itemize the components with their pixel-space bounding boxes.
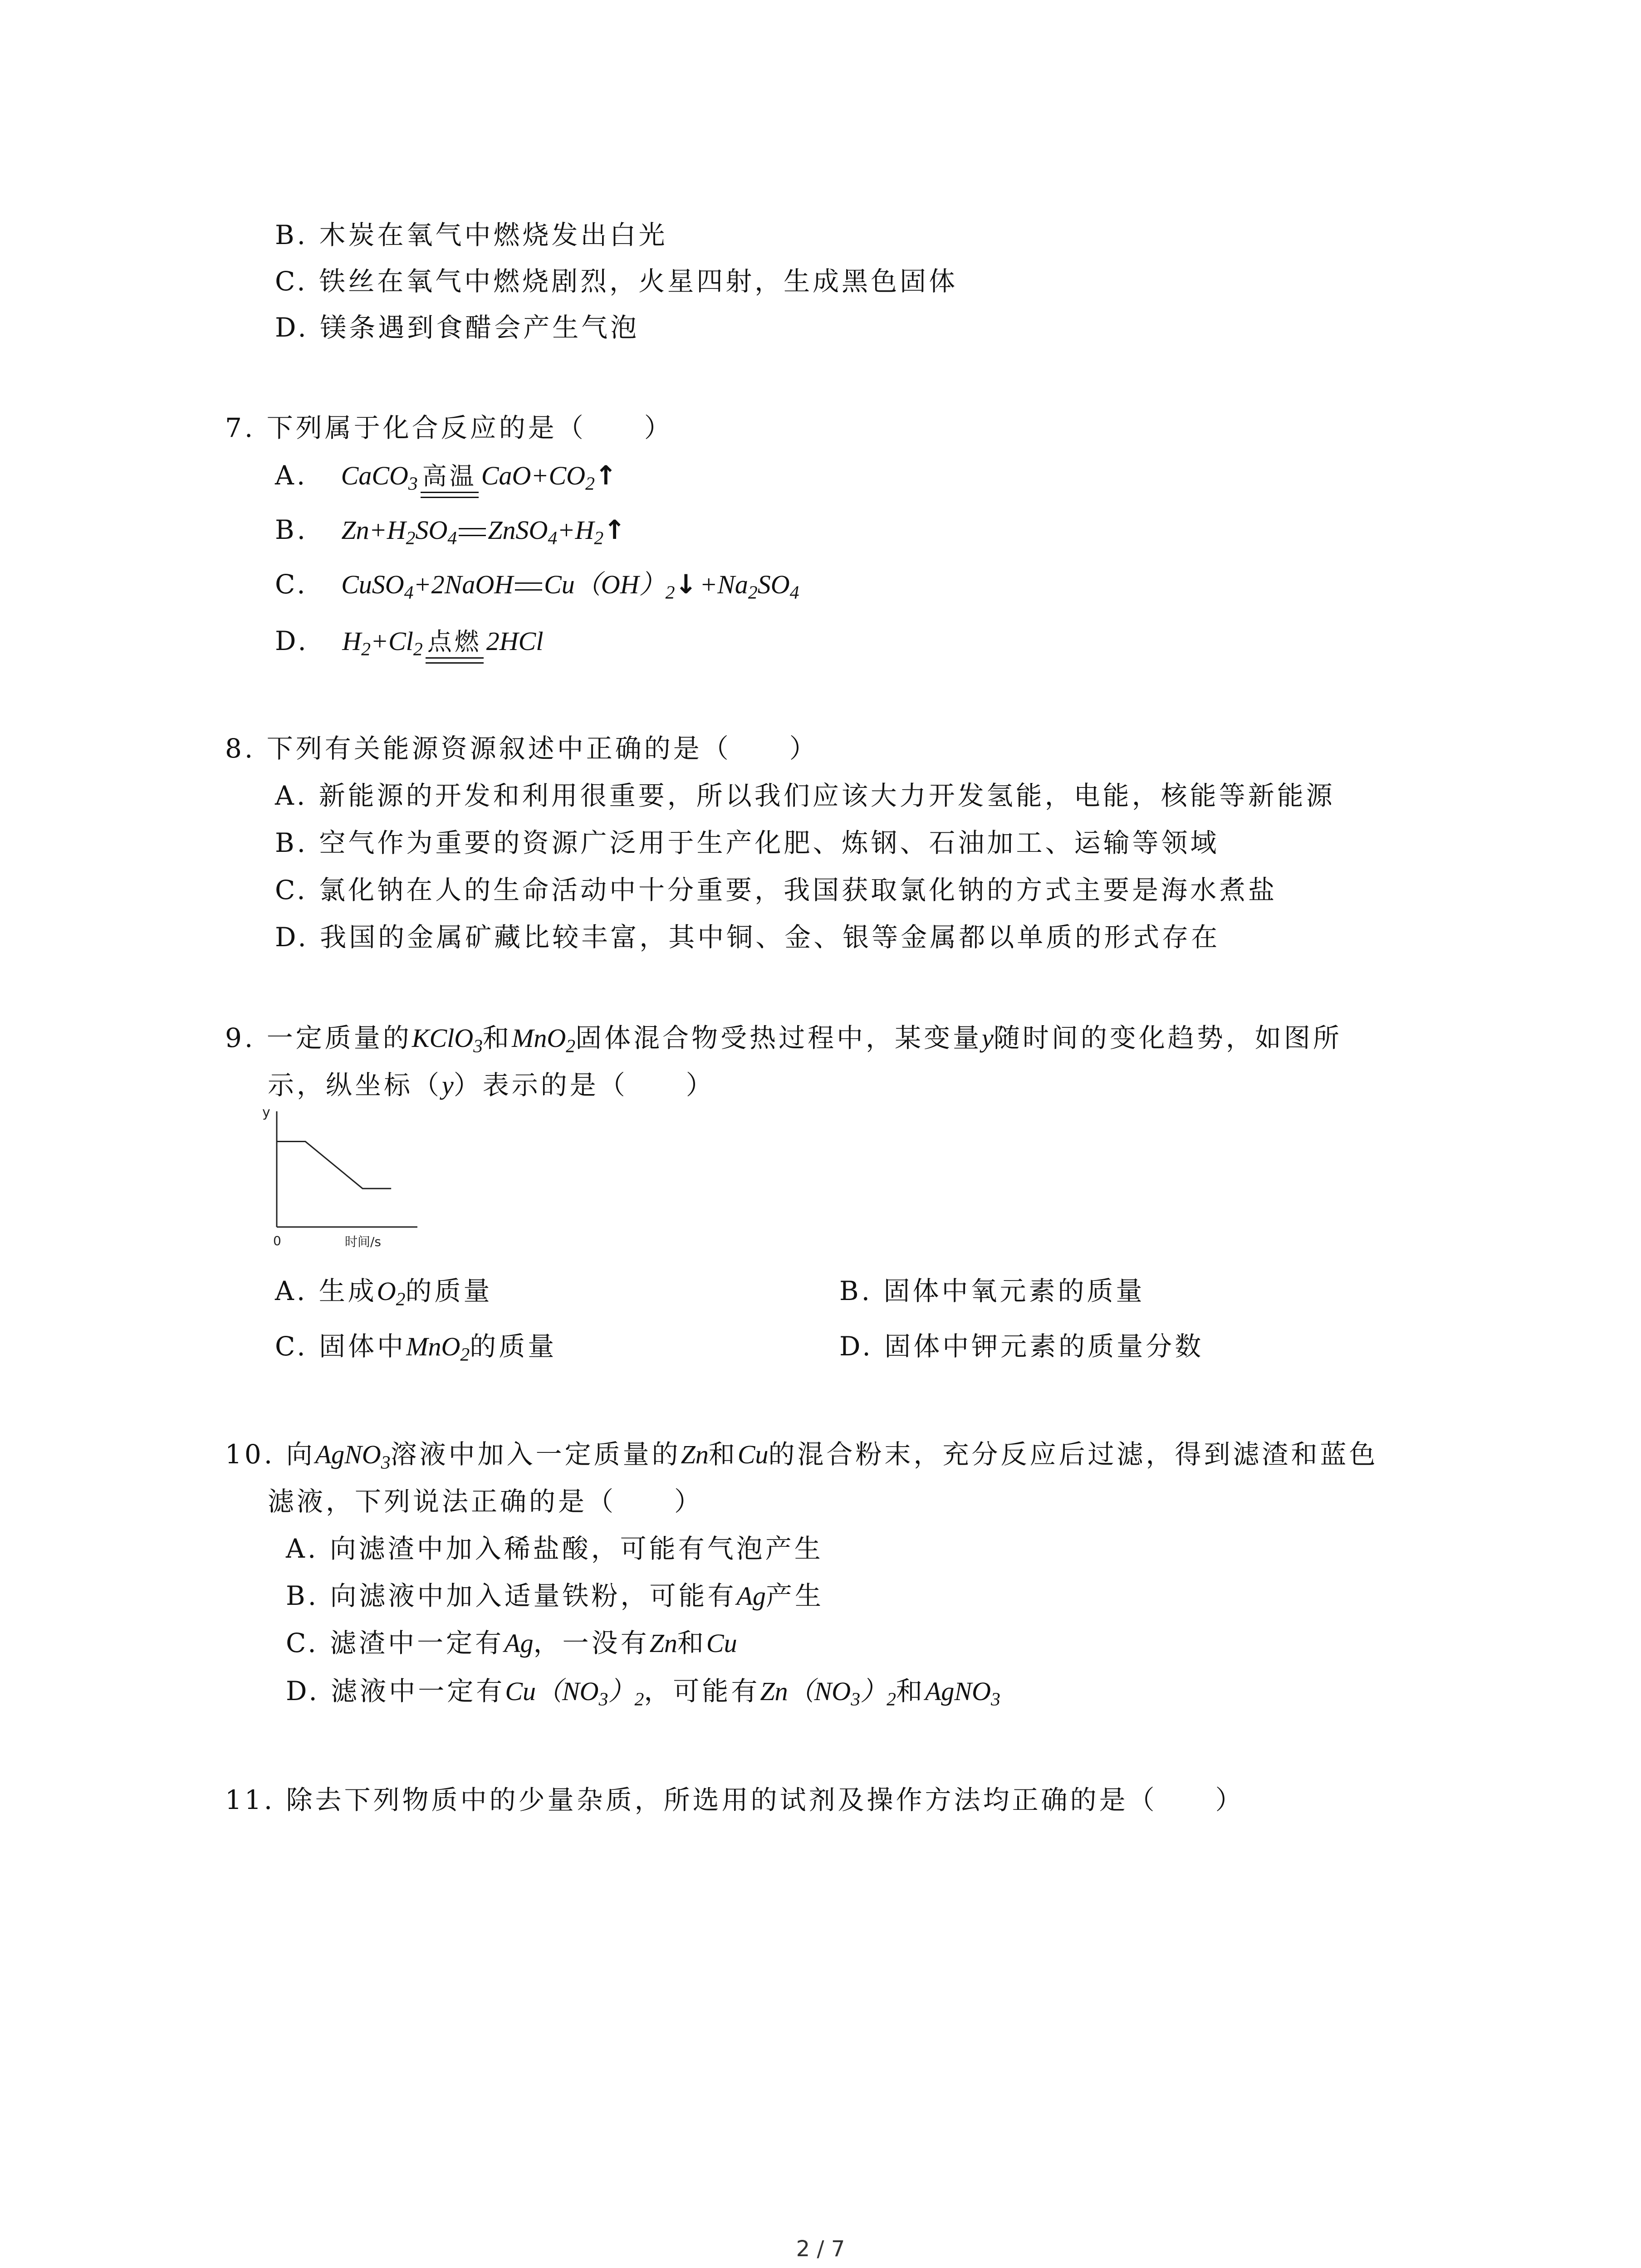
q11-stem: 11. 除去下列物质中的少量杂质，所选用的试剂及操作方法均正确的是（ ） [225,1784,1244,1815]
q6-option-b: B. 木炭在氧气中燃烧发出白光 [275,220,668,250]
q8-option-d: D. 我国的金属矿藏比较丰富，其中铜、金、银等金属都以单质的形式存在 [275,922,1220,953]
q6-option-d: D. 镁条遇到食醋会产生气泡 [275,312,640,343]
page-number: 2 / 7 [796,2236,845,2262]
q7-option-a: A. CaCO$_3$ 高温 $CaO+CO_2↑$ [275,458,620,498]
q9-option-d: D. 固体中钾元素的质量分数 [839,1331,1204,1362]
q7-a-condition: 高温 [421,459,479,498]
q7-stem: 7. 下列属于化合反应的是（ ） [225,412,673,443]
q9-option-c: C. 固体中MnO$_2$的质量 [275,1331,557,1365]
q10-stem-line1: 10. 向AgNO$_3$溶液中加入一定质量的Zn和Cu的混合粉末，充分反应后过滤，得到滤渣和蓝色 [225,1439,1378,1473]
q10-stem-line2: 滤液，下列说法正确的是（ ） [268,1486,704,1517]
q8-stem: 8. 下列有关能源资源叙述中正确的是（ ） [225,733,818,764]
q8-option-b: B. 空气作为重要的资源广泛用于生产化肥、炼钢、石油加工、运输等领域 [275,827,1220,858]
chart-origin-label: 0 [273,1233,281,1248]
chart-axes [277,1111,417,1227]
q8-option-c: C. 氯化钠在人的生命活动中十分重要，我国获取氯化钠的方式主要是海水煮盐 [275,875,1278,905]
q7-c-label: C. [275,569,308,600]
q7-option-c: C. CuSO$_4$+2NaOH $Cu(OH)_2↓+Na_2SO_4$ [275,569,799,603]
y-vs-time-chart [254,1102,445,1252]
q6-option-c: C. 铁丝在氧气中燃烧剧烈，火星四射，生成黑色固体 [275,266,958,297]
q8-option-a: A. 新能源的开发和利用很重要，所以我们应该大力开发氢能，电能，核能等新能源 [275,780,1335,811]
chart-series-line [277,1142,391,1189]
q7-d-label: D. [275,626,309,656]
q7-a-label: A. [275,460,308,491]
q7-option-d: D. $H_2+Cl_2$ 点燃 2HCl [275,624,543,664]
q9-stem-line1: 9. 一定质量的KClO$_3$和MnO$_2$固体混合物受热过程中，某变量y随时间的变化趋势，如图所 [225,1022,1342,1057]
chart-series [277,1142,391,1189]
q10-option-c: C. 滤渣中一定有Ag，一没有Zn和Cu [286,1628,737,1658]
q7-d-condition: 点燃 [426,625,484,664]
q7-b-label: B. [275,514,309,545]
chart-x-label: 时间/s [345,1234,382,1249]
q10-option-d: D. 滤液中一定有$Cu(NO_3)_2$，可能有$Zn(NO_3)_2$和AgNO$_3$ [286,1676,1000,1710]
q9-stem-line2: 示，纵坐标（y）表示的是（ ） [268,1070,715,1100]
q10-option-b: B. 向滤液中加入适量铁粉，可能有Ag产生 [286,1580,824,1611]
q10-option-a: A. 向滤渣中加入稀盐酸，可能有气泡产生 [286,1533,823,1564]
chart-y-label: y [262,1105,270,1120]
q7-option-b: B. $Zn+H_2SO_4$ $ZnSO_4+H_2↑$ [275,514,628,549]
q9-option-b: B. 固体中氧元素的质量 [839,1276,1145,1306]
q9-option-a: A. 生成$O_2$的质量 [275,1276,493,1310]
